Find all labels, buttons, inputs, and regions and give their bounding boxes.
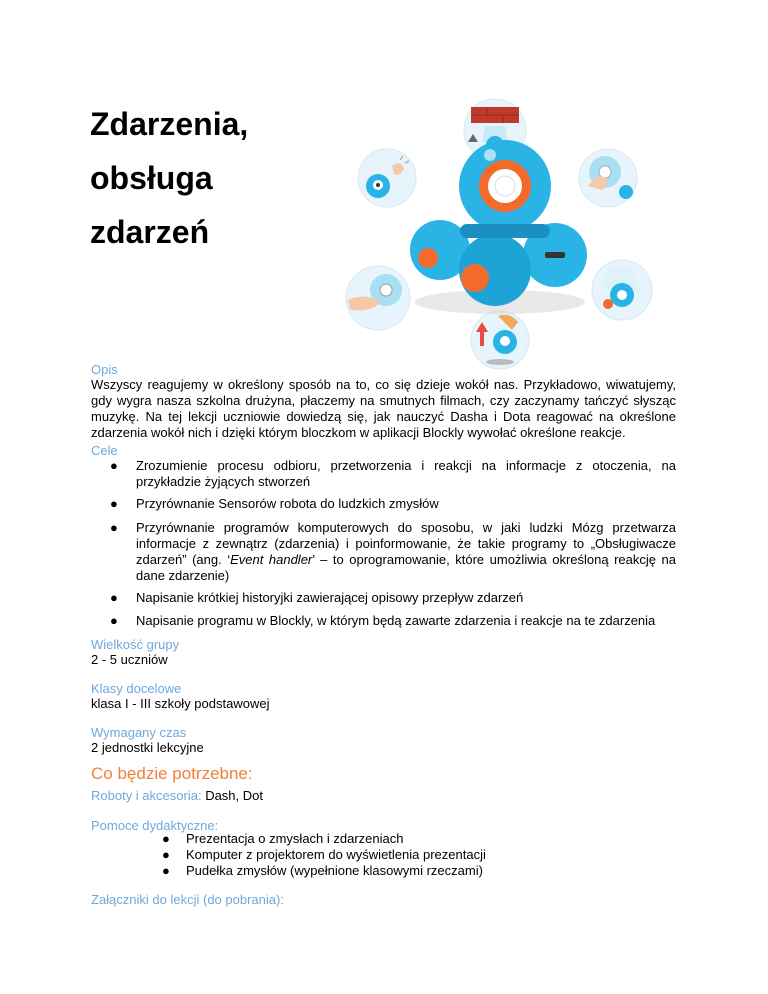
bullet-icon: ● xyxy=(110,496,118,511)
bullet-icon: ● xyxy=(110,590,118,605)
clap-sound-icon xyxy=(358,149,416,207)
button-press-icon xyxy=(579,149,637,207)
goal-item-text: Napisanie programu w Blockly, w którym będą zawarte zdarzenia i reakcje na te zdarzenia xyxy=(136,613,656,628)
robots-label: Roboty i akcesoria: xyxy=(91,788,202,803)
goal-item-text: Zrozumienie procesu odbioru, przetworzenia i reakcji na informacje z otoczenia, na przykładzie żyjących stworzeń xyxy=(136,458,676,489)
goal-item xyxy=(110,458,690,490)
bullet-icon: ● xyxy=(162,847,170,862)
hand-touch-icon xyxy=(346,266,410,330)
goal-item-text: Przyrównanie programów komputerowych do sposobu, w jaki ludzki Mózg przetwarza informacje z zewnątrz (zdarzenia) i poinformowanie, że takie programy to „Obsługiwacze zdarzeń” (ang. ‘Event handler’ – to oprogramowanie, które umożliwia określoną reakcję na dane zdarzenie) xyxy=(136,520,676,583)
needed-heading: Co będzie potrzebne: xyxy=(91,764,253,783)
goal-item xyxy=(110,590,690,606)
bullet-icon: ● xyxy=(110,458,118,473)
title-line-3: zdarzeń xyxy=(90,214,210,250)
goal-item-text: Napisanie krótkiej historyjki zawierającej opisowy przepływ zdarzeń xyxy=(136,590,524,605)
robots-value: Dash, Dot xyxy=(205,788,263,803)
description-text: Wszyscy reagujemy w określony sposób na to, co się dzieje wokół nas. Przykładowo, wiwatujemy, gdy wygra nasza szkolna drużyna, płaczemy na smutnych filmach, czy zaczynamy tańczyć słysząc muzykę. Na tej lekcji uczniowie dowiedzą się, jak nauczyć Dasha i Dota reagować na określone zdarzenia wokół nich i dzięki którym bloczkom w aplikacji Blockly wywołać określone reakcje. xyxy=(91,377,676,440)
aids-list xyxy=(162,831,486,879)
description-label: Opis xyxy=(91,362,118,377)
light-sensor-icon xyxy=(592,260,652,320)
goal-item xyxy=(110,613,690,629)
aids-label: Pomoce dydaktyczne: xyxy=(91,818,219,833)
goal-item xyxy=(110,496,690,512)
bullet-icon: ● xyxy=(162,863,170,878)
title-line-2: obsługa xyxy=(90,160,213,196)
list-item: ● Prezentacja o zmysłach i zdarzeniach xyxy=(162,831,404,846)
goals-label: Cele xyxy=(91,443,118,458)
robots-row xyxy=(91,788,263,804)
attachments-label: Załączniki do lekcji (do pobrania): xyxy=(91,892,284,907)
goal-item xyxy=(110,520,690,584)
time-value: 2 jednostki lekcyjne xyxy=(91,740,204,755)
target-classes-label: Klasy docelowe xyxy=(91,681,182,696)
bullet-icon: ● xyxy=(162,831,170,846)
title-line-1: Zdarzenia, xyxy=(90,106,249,142)
dash-robot xyxy=(410,140,587,314)
list-item: ● Komputer z projektorem do wyświetlenia prezentacji xyxy=(162,847,486,862)
time-label: Wymagany czas xyxy=(91,725,187,740)
bullet-icon: ● xyxy=(110,613,118,628)
list-item: ● Pudełka zmysłów (wypełnione klasowymi rzeczami) xyxy=(162,863,483,878)
lift-pickup-icon xyxy=(471,311,529,369)
bullet-icon: ● xyxy=(110,520,118,535)
robot-illustration xyxy=(340,90,660,370)
group-size-value: 2 - 5 uczniów xyxy=(91,652,168,667)
goal-item-text: Przyrównanie Sensorów robota do ludzkich zmysłów xyxy=(136,496,439,511)
target-classes-value: klasa I - III szkoły podstawowej xyxy=(91,696,270,711)
group-size-label: Wielkość grupy xyxy=(91,637,180,652)
